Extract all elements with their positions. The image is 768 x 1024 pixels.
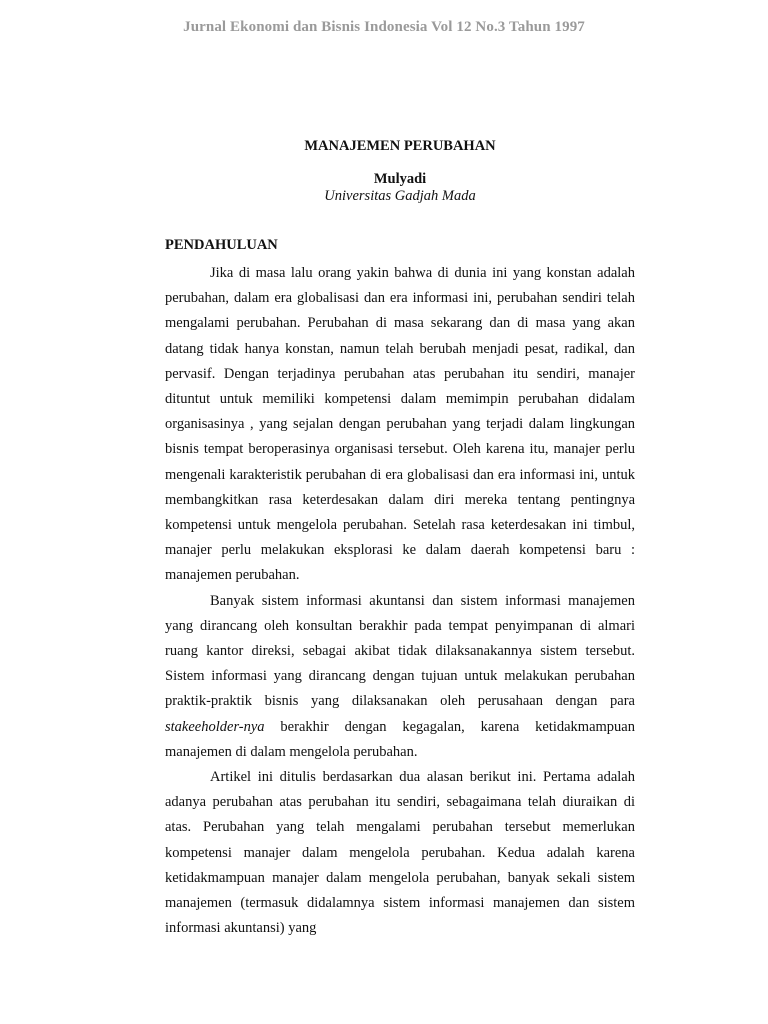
body-text — [165, 261, 635, 941]
article-title: MANAJEMEN PERUBAHAN — [304, 138, 496, 154]
author-affiliation: Universitas Gadjah Mada — [324, 188, 476, 204]
paragraph-2-text-after: berakhir dengan kegagalan, karena ketidakmampuan manajemen di dalam mengelola perubahan. — [165, 718, 635, 760]
running-header: Jurnal Ekonomi dan Bisnis Indonesia Vol 12 No.3 Tahun 1997 — [183, 19, 585, 35]
section-heading: PENDAHULUAN — [165, 237, 278, 253]
paragraph-2-emphasis: stakeeholder-nya — [165, 718, 265, 735]
paragraph-2 — [165, 589, 635, 765]
paragraph-1: Jika di masa lalu orang yakin bahwa di dunia ini yang konstan adalah perubahan, dalam era globalisasi dan era informasi ini, perubahan sendiri telah mengalami perubahan. Perubahan di masa sekarang dan di masa yang akan datang tidak hanya konstan, namun telah berubah menjadi pesat, radikal, dan pervasif. Dengan terjadinya perubahan atas perubahan itu sendiri, manajer dituntut untuk memiliki kompetensi dalam memimpin perubahan didalam organisasinya , yang sejalan dengan perubahan yang terjadi dalam lingkungan bisnis tempat beroperasinya organisasi tersebut. Oleh karena itu, manajer perlu mengenali karakteristik perubahan di era globalisasi dan era informasi ini, untuk membangkitkan rasa keterdesakan dalam diri mereka tentang pentingnya kompetensi untuk mengelola perubahan. Setelah rasa keterdesakan ini timbul, manajer perlu melakukan eksplorasi ke dalam daerah kompetensi baru : manajemen perubahan. — [165, 265, 635, 584]
author-name: Mulyadi — [373, 171, 427, 187]
paragraph-3: Artikel ini ditulis berdasarkan dua alasan berikut ini. Pertama adalah adanya perubahan atas perubahan itu sendiri, sebagaimana telah diuraikan di atas. Perubahan yang telah mengalami perubahan tersebut memerlukan kompetensi manajer dalam mengelola perubahan. Kedua adalah karena ketidakmampuan manajer dalam mengelola perubahan, banyak sekali sistem manajemen (termasuk didalamnya sistem informasi manajemen dan sistem informasi akuntansi) yang — [165, 769, 635, 937]
paragraph-2-text-before: Banyak sistem informasi akuntansi dan sistem informasi manajemen yang dirancang oleh konsultan berakhir pada tempat penyimpanan di almari ruang kantor direksi, sebagai akibat tidak dilaksanakannya sistem tersebut. Sistem informasi yang dirancang dengan tujuan untuk melakukan perubahan praktik-praktik bisnis yang dilaksanakan oleh perusahaan dengan para — [165, 592, 635, 710]
